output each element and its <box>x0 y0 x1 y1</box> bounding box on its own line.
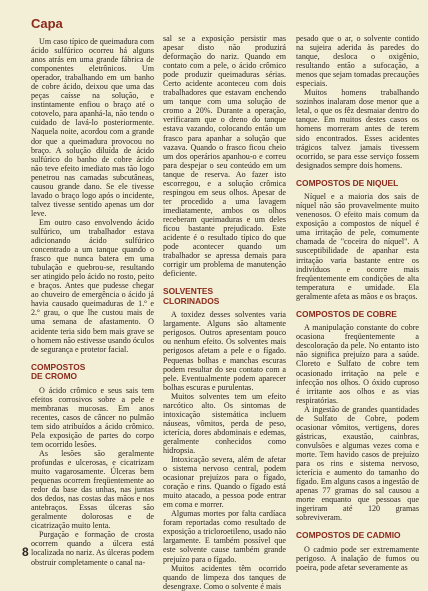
page-number: 8 <box>22 545 29 559</box>
section-heading: DE CROMO <box>31 371 78 382</box>
paragraph: As lesões são geralmente profundas e ulcerosas, e cicatrizam muito vagarosamente. Úlceras bem pequenas ocorrem freqüentemente ao redor da base das unhas, nas juntas dos dedos, nas costas das mãos e nos antebraços. Essas úlceras são geralmente dolorosas e de cicatrização muito lenta. <box>31 448 154 531</box>
section-heading: SOLVENTES <box>163 286 214 297</box>
paragraph: sal se a exposição persistir mas apesar disto não produzirá deformação do nariz. Quando em contato com a pele, o ácido crômico pode produzir queimaduras sérias. Certo acidente aconteceu com dois trabalhadores que estavam enchendo um tanque com uma solução de cromo a 20%. Durante a operação, verificaram que o dreno do tanque estava vazando, colocando então um frasco para apanhar a solução que vazava. Quando o frasco ficou cheio um dos operários apanhou-o e correu para despejar o seu conteúdo em um tanque de reserva. Ao fazer isto escorregou, e a solução crômica respingou em seus olhos. Apesar de ter procedido a uma lavagem imediatamente, ambos os olhos receberam queimaduras e um deles ficou bastante prejudicado. Este acidente é o resultado típico do que pode acontecer quando um trabalhador se apressa demais para corrigir um problema de manutenção deficiente. <box>163 34 286 279</box>
section-heading: COMPOSTOS DE COBRE <box>296 308 397 319</box>
paragraph: Muitos solventes tem um efeito narcótico alto. Os sintomas de intoxicação sistemática incluem náuseas, vômitos, perda de peso, icterícia, dores abdominais e edemas, geralmente conhecidos como hidropsia. <box>163 391 286 455</box>
section-heading: COMPOSTOS <box>31 361 86 372</box>
paragraph: Níquel e a maioria dos sais de níquel não são provavelmente muito venenosos. O efeito mais comum da exposição a compostos de níquel é uma irritação de pele, comumente chamada de "coceira do níquel". A susceptibilidade de apanhar esta irritação varia bastante entre os indivíduos e ocorre mais freqüentemente em condições de alta temperatura e umidade. Ela geralmente afeta as mãos e os braços. <box>296 192 419 301</box>
paragraph: Intoxicação severa, além de afetar o sistema nervoso central, podem ocasionar prejuízos para o fígado, coração e rins. Quando o fígado está muito atacado, a pessoa pode entrar em coma e morrer. <box>163 455 286 510</box>
paragraph: A manipulação constante do cobre ocasiona freqüentemente a descoloração da pele. No entanto isto não significa prejuízo para a saúde. Cloreto e Sulfato de cobre tem ocasionado irritação na pele e infecção nos olhos. O óxido cuproso é irritante aos olhos e as vias respiratórias. <box>296 323 419 405</box>
paragraph: Purgação e formação de crosta ocorrem quando a úlcera está localizada no nariz. As úlceras podem obstruir completamente o canal na- <box>31 530 154 567</box>
paragraph: Algumas mortes por falta cardíaca foram reportadas como resultado de exposição a tricloroetileno, usado não largamente. E também possível que este solvente cause também grande prejuízo para o fígado. <box>163 509 286 564</box>
section-heading: COMPOSTOS DE NIQUEL <box>296 177 399 188</box>
paragraph: O cadmio pode ser extremamente perigoso. A inalação de fumos ou poeira, pode afetar severamente as <box>296 544 419 572</box>
paragraph: O ácido crômico e seus sais tem efeitos corrosivos sobre a pele e membranas mucosas. Em anos recentes, casos de câncer no pulmão tem sido atribuídos a ácido crômico. Pela exposição de partes do corpo tem ocorrido lesões. <box>31 385 154 449</box>
paragraph: pesado que o ar, o solvente contido na sujeira aderida às paredes do tanque, desloca o oxigênio, resultando então a sufocação, a menos que sejam tomadas precauções especiais. <box>296 34 419 89</box>
paragraph: A toxidez desses solventes varia largamente. Alguns são altamente perigosos. Outros apresentam pouco ou nenhum efeito. Os solventes mais perigosos afetam a pele e o fígado. Pequenas bolhas e manchas escuras podem resultar do seu contato com a pele. Eventualmente podem aparecer bolhas escuras e purulentas. <box>163 310 286 392</box>
paragraph: Em outro caso envolvendo ácido sulfúrico, um trabalhador estava adicionando ácido sulfúrico concentrado a um tanque quando o frasco que nunca batera em uma tubulação e quebrou-se, resultando ser atingido pelo ácido no rosto, peito e braços. Antes que pudesse chegar ao chuveiro de emergência o ácido já havia causado queimaduras de 1.º e 2.º grau, o que lhe custou mais de uma semana de afastamento. O acidente teria sido bem mais grave se o homem não estivesse usando óculos de segurança e protetor facial. <box>31 217 154 354</box>
paragraph: A ingestão de grandes quantidades de Sulfato de Cobre, podem ocasionar vômitos, vertigens, dores gástricas, exaustão, cainbras, convulsões e algumas vezes coma e morte. Tem havido casos de prejuízo para os rins e sistema nervoso, icterícia e aumento do tamanho do fígado. Em alguns casos a ingestão de apenas 77 gramas do sal causou a morte enquanto que pessoas que ingeriram até 120 gramas sobreviveram. <box>296 404 419 523</box>
paragraph: Muitos homens trabalhando sozinhos inalaram dose menor que a letal, o que os fêz desmaiar dentro do tanque. Em muitos destes casos os homens morreram antes de terem sido encontrados. Esses acidentes trágicos talvez jamais tivessem ocorrido, se para esse serviço fossem designados sempre dois homens. <box>296 88 419 170</box>
text-column-2 <box>163 34 286 591</box>
text-column-3 <box>296 34 419 572</box>
paragraph: Um caso típico de queimadura com ácido sulfúrico ocorreu há alguns anos atrás em uma grande fábrica de componentes eletrônicos. Um operador, trabalhando em um banho de cobre ácido, deixou que uma das peças caísse na solução, e instintamente enfiou o braço até o cotovelo, para apanhá-la, não tendo o cuidado de lavá-lo posteriormente. Naquela noite, acordou com a grande dor que a queimadura provocou no braço. A solução diluída de ácido sulfúrico do banho de cobre ácido não teve efeito imediato mas tão logo penetrou nas camadas subcutâneas, causou grande dano. Se ele tivesse lavado o braço logo após o incidente, talvez tivesse sentido apenas um dor leve. <box>31 37 154 218</box>
section-heading: CLORINADOS <box>163 295 220 306</box>
paragraph: Muitos acidentes têm ocorrido quando de limpeza dos tanques de desengraxe. Como o solvente é mais <box>163 563 286 591</box>
text-column-1 <box>31 37 154 567</box>
section-heading: COMPOSTOS DE CADMIO <box>296 530 401 541</box>
page-title: Capa <box>31 16 63 31</box>
